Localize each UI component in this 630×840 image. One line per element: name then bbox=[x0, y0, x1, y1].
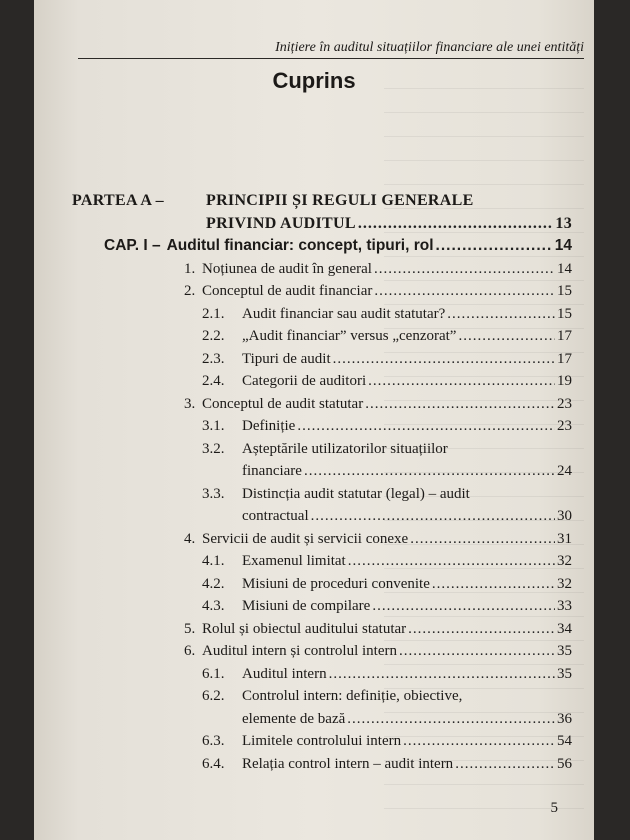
entry-page: 17 bbox=[557, 328, 572, 344]
leader-dots bbox=[368, 370, 555, 393]
entry-number: 6.2. bbox=[202, 688, 225, 704]
entry-number: 6. bbox=[184, 643, 196, 659]
entry-number: 4.3. bbox=[202, 598, 225, 614]
entry-title: Examenul limitat bbox=[242, 553, 346, 569]
entry-number: 2.1. bbox=[202, 305, 225, 322]
entry-title: Tipuri de audit bbox=[242, 350, 331, 367]
entry-page: 32 bbox=[557, 553, 572, 569]
entry-title: Limitele controlului intern bbox=[242, 733, 402, 749]
entry-title: Conceptul de audit financiar bbox=[202, 283, 373, 299]
toc-entry bbox=[72, 348, 572, 371]
toc-entry bbox=[72, 685, 572, 708]
leader-dots bbox=[297, 415, 555, 438]
entry-page: 23 bbox=[557, 418, 572, 434]
leader-dots bbox=[365, 393, 555, 416]
toc-entry bbox=[72, 730, 572, 753]
entry-page: 31 bbox=[557, 530, 572, 547]
entry-page: 15 bbox=[557, 283, 572, 299]
entry-page: 35 bbox=[557, 643, 572, 659]
entry-title: Misiuni de proceduri convenite bbox=[242, 575, 430, 592]
entry-page: 54 bbox=[557, 733, 572, 749]
entry-title: Auditul intern și controlul intern bbox=[202, 643, 397, 659]
chapter-title: Auditul financiar: concept, tipuri, rol bbox=[166, 237, 434, 254]
leader-dots bbox=[348, 550, 555, 573]
entry-page: 24 bbox=[557, 463, 572, 479]
leader-dots bbox=[455, 753, 555, 776]
entry-page: 17 bbox=[557, 350, 572, 367]
book-page bbox=[34, 0, 594, 840]
entry-title: Servicii de audit și servicii conexe bbox=[202, 530, 409, 547]
toc-entry bbox=[72, 393, 572, 416]
header-rule bbox=[78, 58, 584, 59]
entry-number: 6.3. bbox=[202, 733, 225, 749]
toc-entry bbox=[72, 640, 572, 663]
entry-number: 2. bbox=[184, 283, 196, 299]
entry-number: 2.2. bbox=[202, 328, 225, 344]
entry-number: 6.4. bbox=[202, 755, 225, 772]
part-title-line1: PRINCIPII ȘI REGULI GENERALE bbox=[206, 192, 474, 209]
leader-dots bbox=[436, 235, 553, 258]
toc-entry-continuation bbox=[72, 708, 572, 731]
part-heading-line2 bbox=[72, 213, 572, 236]
toc-entry-continuation bbox=[72, 460, 572, 483]
entry-title: Relația control intern – audit intern bbox=[242, 755, 454, 772]
toc-entry bbox=[72, 483, 572, 506]
entry-title: Definiție bbox=[242, 418, 296, 434]
leader-dots bbox=[347, 708, 555, 731]
leader-dots bbox=[403, 730, 555, 753]
leader-dots bbox=[374, 258, 555, 281]
entry-title: Audit financiar sau audit statutar? bbox=[242, 305, 446, 322]
entry-title: Misiuni de compilare bbox=[242, 598, 371, 614]
entry-number: 4.2. bbox=[202, 575, 225, 592]
toc-entry bbox=[72, 258, 572, 281]
entry-title: Conceptul de audit statutar bbox=[202, 395, 364, 412]
toc-entry bbox=[72, 573, 572, 596]
entry-title: Auditul intern bbox=[242, 665, 327, 682]
toc-entry bbox=[72, 618, 572, 641]
part-title-line2: PRIVIND AUDITUL bbox=[206, 214, 356, 232]
toc-entry bbox=[72, 303, 572, 326]
part-page: 13 bbox=[555, 214, 572, 232]
leader-dots bbox=[311, 505, 555, 528]
entry-number: 3.2. bbox=[202, 440, 225, 457]
entry-title-continuation: elemente de bază bbox=[242, 710, 346, 727]
entry-title: Așteptările utilizatorilor situațiilor bbox=[242, 440, 448, 457]
entry-title-continuation: financiare bbox=[242, 463, 302, 479]
entry-page: 23 bbox=[557, 395, 572, 412]
leader-dots bbox=[399, 640, 555, 663]
entry-number: 1. bbox=[184, 260, 196, 277]
page-title: Cuprins bbox=[272, 68, 356, 93]
toc-entry bbox=[72, 663, 572, 686]
entry-page: 35 bbox=[557, 665, 572, 682]
toc-entry bbox=[72, 595, 572, 618]
toc-entry bbox=[72, 415, 572, 438]
entry-page: 33 bbox=[557, 598, 572, 614]
leader-dots bbox=[458, 325, 555, 348]
table-of-contents bbox=[72, 190, 572, 775]
entry-number: 3. bbox=[184, 395, 196, 412]
entry-number: 4.1. bbox=[202, 553, 225, 569]
leader-dots bbox=[408, 618, 555, 641]
leader-dots bbox=[447, 303, 555, 326]
leader-dots bbox=[329, 663, 555, 686]
entry-page: 34 bbox=[557, 620, 572, 637]
entry-title: Categorii de auditori bbox=[242, 373, 367, 389]
entry-number: 3.1. bbox=[202, 418, 225, 434]
entry-number: 2.3. bbox=[202, 350, 225, 367]
entry-title: Distincția audit statutar (legal) – audit bbox=[242, 485, 470, 502]
leader-dots bbox=[374, 280, 555, 303]
entry-number: 5. bbox=[184, 620, 196, 637]
entry-number: 6.1. bbox=[202, 665, 225, 682]
toc-entry bbox=[72, 528, 572, 551]
chapter-label: CAP. I – bbox=[104, 237, 161, 254]
toc-entry bbox=[72, 438, 572, 461]
leader-dots bbox=[333, 348, 555, 371]
entry-page: 56 bbox=[557, 755, 572, 772]
toc-entry bbox=[72, 280, 572, 303]
entry-title: „Audit financiar” versus „cenzorat” bbox=[242, 328, 457, 344]
entry-page: 19 bbox=[557, 373, 572, 389]
entry-number: 4. bbox=[184, 530, 196, 547]
entry-title: Noțiunea de audit în general bbox=[202, 260, 372, 277]
entry-title: Controlul intern: definiție, obiective, bbox=[242, 688, 463, 704]
leader-dots bbox=[358, 213, 554, 236]
toc-entry bbox=[72, 753, 572, 776]
running-header: Inițiere în auditul situațiilor financiare ale unei entități bbox=[275, 40, 584, 55]
chapter-heading bbox=[72, 235, 572, 258]
chapter-page: 14 bbox=[554, 237, 572, 254]
leader-dots bbox=[432, 573, 555, 596]
entry-title: Rolul și obiectul auditului statutar bbox=[202, 620, 407, 637]
toc-entry bbox=[72, 550, 572, 573]
toc-entry bbox=[72, 370, 572, 393]
toc-entry bbox=[72, 325, 572, 348]
entry-number: 2.4. bbox=[202, 373, 225, 389]
leader-dots bbox=[410, 528, 555, 551]
entry-page: 32 bbox=[557, 575, 572, 592]
page-number: 5 bbox=[550, 800, 558, 816]
entry-page: 14 bbox=[557, 260, 572, 277]
part-label: PARTEA A – bbox=[72, 192, 164, 209]
entry-page: 15 bbox=[557, 305, 572, 322]
entry-number: 3.3. bbox=[202, 485, 225, 502]
leader-dots bbox=[372, 595, 555, 618]
toc-entries bbox=[72, 258, 572, 776]
entry-page: 36 bbox=[557, 710, 572, 727]
part-heading-line1 bbox=[72, 190, 572, 213]
entry-title-continuation: contractual bbox=[242, 508, 309, 524]
toc-entry-continuation bbox=[72, 505, 572, 528]
entry-page: 30 bbox=[557, 508, 572, 524]
leader-dots bbox=[304, 460, 555, 483]
